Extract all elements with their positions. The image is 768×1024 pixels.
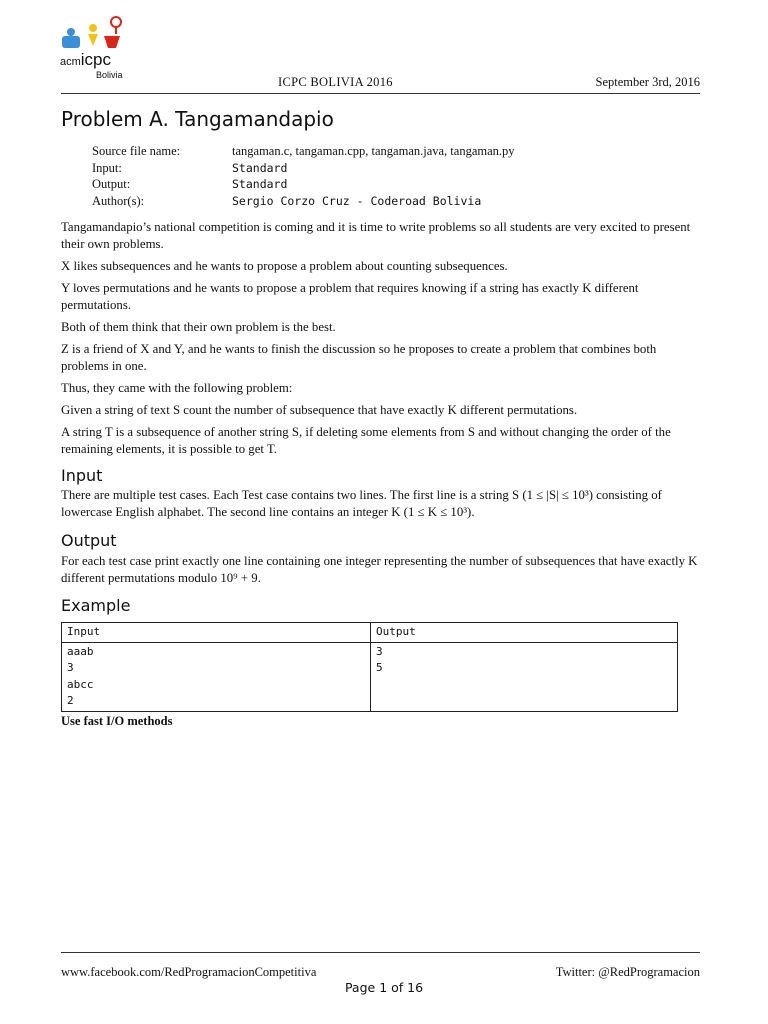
- problem-meta: [92, 143, 692, 213]
- example-output-cell: [371, 642, 678, 711]
- example-output-line: 5: [376, 661, 383, 674]
- table-header-row: [62, 623, 678, 643]
- logo-figures-icon: [60, 14, 140, 54]
- meta-label-output: Output:: [92, 177, 131, 191]
- input-heading: Input: [61, 466, 103, 485]
- input-description: [61, 487, 702, 526]
- page-number: Page 1 of 16: [344, 980, 424, 995]
- statement-paragraph: Z is a friend of X and Y, and he wants to finish the discussion so he proposes to create a problem that combines both problems in one.: [61, 342, 657, 373]
- statement-paragraph: Thus, they came with the following problem:: [61, 381, 293, 395]
- statement-paragraph: X likes subsequences and he wants to propose a problem about counting subsequences.: [61, 259, 508, 273]
- footer-facebook-link[interactable]: www.facebook.com/RedProgramacionCompetitiva: [61, 965, 317, 979]
- header-date: September 3rd, 2016: [595, 75, 700, 89]
- table-header-output: Output: [371, 623, 678, 643]
- meta-value-output: Standard: [232, 177, 288, 191]
- footer-rule: [61, 952, 700, 953]
- table-header-input: Input: [62, 623, 371, 643]
- statement-paragraph: Y loves permutations and he wants to propose a problem that requires knowing if a string has exactly K different permutations.: [61, 281, 639, 312]
- header-rule: [61, 93, 700, 94]
- statement-paragraph: Both of them think that their own problem is the best.: [61, 320, 336, 334]
- meta-label-input: Input:: [92, 160, 122, 175]
- statement-paragraph: Given a string of text S count the number of subsequence that have exactly K different permutations.: [61, 403, 578, 417]
- header-contest-name: ICPC BOLIVIA 2016: [278, 75, 393, 89]
- example-table: [61, 622, 678, 712]
- example-output-line: 3: [376, 644, 383, 658]
- meta-value-author: Sergio Corzo Cruz - Coderoad Bolivia: [232, 193, 482, 208]
- logo-region: Bolivia: [96, 70, 123, 80]
- logo-wordmark: [60, 50, 111, 70]
- problem-title: Problem A. Tangamandapio: [61, 107, 334, 131]
- example-input-line: abcc: [67, 677, 94, 691]
- output-text: For each test case print exactly one line containing one integer representing the number of subsequences that have exactly K different permutations modulo 10⁹ + 9.: [61, 554, 698, 585]
- statement-paragraph: A string T is a subsequence of another string S, if deleting some elements from S and without changing the order of the remaining elements, it is possible to get T.: [61, 425, 671, 456]
- example-table-wrapper: [61, 622, 678, 712]
- example-input-cell: [62, 642, 371, 711]
- output-description: [61, 553, 702, 592]
- footer-twitter: Twitter: @RedProgramacion: [555, 965, 700, 979]
- example-input-line: 2: [67, 694, 74, 707]
- example-input-line: 3: [67, 661, 74, 674]
- table-row: [62, 642, 678, 711]
- meta-label-author: Author(s):: [92, 193, 145, 208]
- meta-value-source: tangaman.c, tangaman.cpp, tangaman.java, tangaman.py: [232, 144, 515, 158]
- meta-value-input: Standard: [232, 160, 288, 175]
- input-text: There are multiple test cases. Each Test case contains two lines. The first line is a string S (1 ≤ |S| ≤ 10³) consisting of lowercase English alphabet. The second line contains an integer K (1 ≤ K ≤ 10³).: [61, 488, 662, 519]
- example-input-line: aaab: [67, 644, 94, 658]
- output-heading: Output: [61, 531, 117, 550]
- meta-label-source: Source file name:: [92, 144, 181, 158]
- logo-icpc-text: icpc: [80, 50, 112, 69]
- problem-statement: [61, 219, 702, 463]
- statement-paragraph: Tangamandapio’s national competition is coming and it is time to write problems so all students are very excited to present their own problems.: [61, 220, 691, 251]
- example-heading: Example: [61, 596, 131, 615]
- logo-acm-text: acm: [60, 56, 81, 68]
- fast-io-note: Use fast I/O methods: [61, 714, 173, 728]
